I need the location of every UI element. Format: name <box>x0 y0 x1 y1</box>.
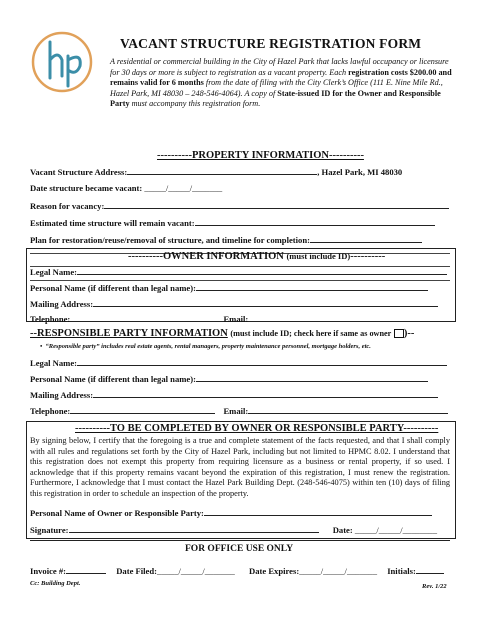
owner-telephone-field[interactable] <box>70 313 215 322</box>
date-filed-field[interactable]: _____/_____/_______ <box>157 566 235 576</box>
hazel-park-logo <box>30 30 94 94</box>
responsible-personal-name-field[interactable] <box>196 373 428 382</box>
vacant-date-row: Date structure became vacant: _____/_____/_______ <box>30 183 223 193</box>
certification-text: By signing below, I certify that the foregoing is a true and complete statement of the facts requested, and that I shall comply with all rules and regulations set forth by the City of Hazel Park, including but not limited to HPMC 8.02. I understand that this registration does not exempt this property from requiring licensure as a business or rental property, if so used. I acknowledge that if this property remains vacant beyond the expiration of this registration, I must renew the registration. Furthermore, I acknowledge that I must contact the Hazel Park Building Dept. (248-546-4075) within ten (10) days of filing this registration in order to schedule an inspection of the property. <box>30 436 450 498</box>
address-suffix: , Hazel Park, MI 48030 <box>317 167 403 177</box>
signer-name-field[interactable] <box>204 507 432 516</box>
property-address-row <box>30 166 402 177</box>
reason-row: Reason for vacancy: <box>30 200 449 211</box>
owner-legal-name-field[interactable] <box>77 266 447 275</box>
estimate-field[interactable] <box>195 217 435 226</box>
completion-section-heading: ----------TO BE COMPLETED BY OWNER OR RESPONSIBLE PARTY---------- <box>75 423 439 434</box>
owner-personal-name-field[interactable] <box>196 282 428 291</box>
owner-telephone-row: Telephone: Email: <box>30 313 448 324</box>
signature-date-field[interactable]: _____/_____/________ <box>354 525 438 535</box>
responsible-section-heading: --RESPONSIBLE PARTY INFORMATION (must include ID; check here if same as owner )-- <box>30 328 415 339</box>
signer-name-row: Personal Name of Owner or Responsible Party: <box>30 507 432 518</box>
owner-mailing-field[interactable] <box>93 298 438 307</box>
responsible-mailing-field[interactable] <box>93 389 438 398</box>
estimate-row: Estimated time structure will remain vacant: <box>30 217 435 228</box>
office-row: Invoice #: Date Filed:_____/_____/_______ Date Expires:_____/_____/_______ Initials: <box>30 565 444 576</box>
responsible-personal-name-row: Personal Name (if different than legal name): <box>30 373 428 384</box>
reason-field[interactable] <box>104 200 449 209</box>
responsible-legal-name-field[interactable] <box>77 357 447 366</box>
signature-field[interactable] <box>69 524 319 533</box>
owner-email-field[interactable] <box>248 313 448 322</box>
owner-mailing-row: Mailing Address: <box>30 298 438 309</box>
plan-field[interactable] <box>310 234 422 243</box>
intro-paragraph: A residential or commercial building in the City of Hazel Park that lacks lawful occupancy or licensure for 30 days or more is subject to registration as a vacant property. Each registration costs $200.00 and remains valid for 6 months from the date of filing with the City Clerk’s Office (111 E. Nine Mile Rd., Hazel Park, MI 48030 – 248-546-4064). A copy of State-issued ID for the Owner and Responsible Party must accompany this registration form. <box>110 57 452 109</box>
invoice-field[interactable] <box>66 565 106 574</box>
responsible-mailing-row: Mailing Address: <box>30 389 438 400</box>
plan-row: Plan for restoration/reuse/removal of structure, and timeline for completion: <box>30 234 422 245</box>
responsible-legal-name-row: Legal Name: <box>30 357 447 368</box>
responsible-party-note: • “Responsible party” includes real estate agents, rental managers, property maintenance personnel, mortgage holders, etc. <box>40 343 371 350</box>
office-divider <box>30 540 450 541</box>
owner-legal-name-row: Legal Name: <box>30 266 447 277</box>
cc-note: Cc: Building Dept. <box>30 580 81 587</box>
signature-row: Signature: Date: _____/_____/________ <box>30 525 438 535</box>
revision-note: Rev. 1/22 <box>422 583 447 590</box>
office-heading: FOR OFFICE USE ONLY <box>185 544 294 554</box>
responsible-email-field[interactable] <box>248 405 448 414</box>
responsible-telephone-field[interactable] <box>70 405 215 414</box>
address-label: Vacant Structure Address: <box>30 167 128 177</box>
form-title: VACANT STRUCTURE REGISTRATION FORM <box>120 36 422 51</box>
owner-personal-name-row: Personal Name (if different than legal name): <box>30 282 428 293</box>
date-expires-field[interactable]: _____/_____/_______ <box>299 566 378 576</box>
vacant-date-field[interactable]: _____/_____/_______ <box>144 183 223 193</box>
owner-section-heading: ----------OWNER INFORMATION (must include ID)---------- <box>128 251 386 262</box>
initials-field[interactable] <box>416 565 444 574</box>
address-field[interactable] <box>127 166 317 175</box>
responsible-telephone-row: Telephone: Email: <box>30 405 448 416</box>
property-section-heading: ----------PROPERTY INFORMATION---------- <box>157 150 364 161</box>
same-as-owner-checkbox[interactable] <box>394 329 404 338</box>
